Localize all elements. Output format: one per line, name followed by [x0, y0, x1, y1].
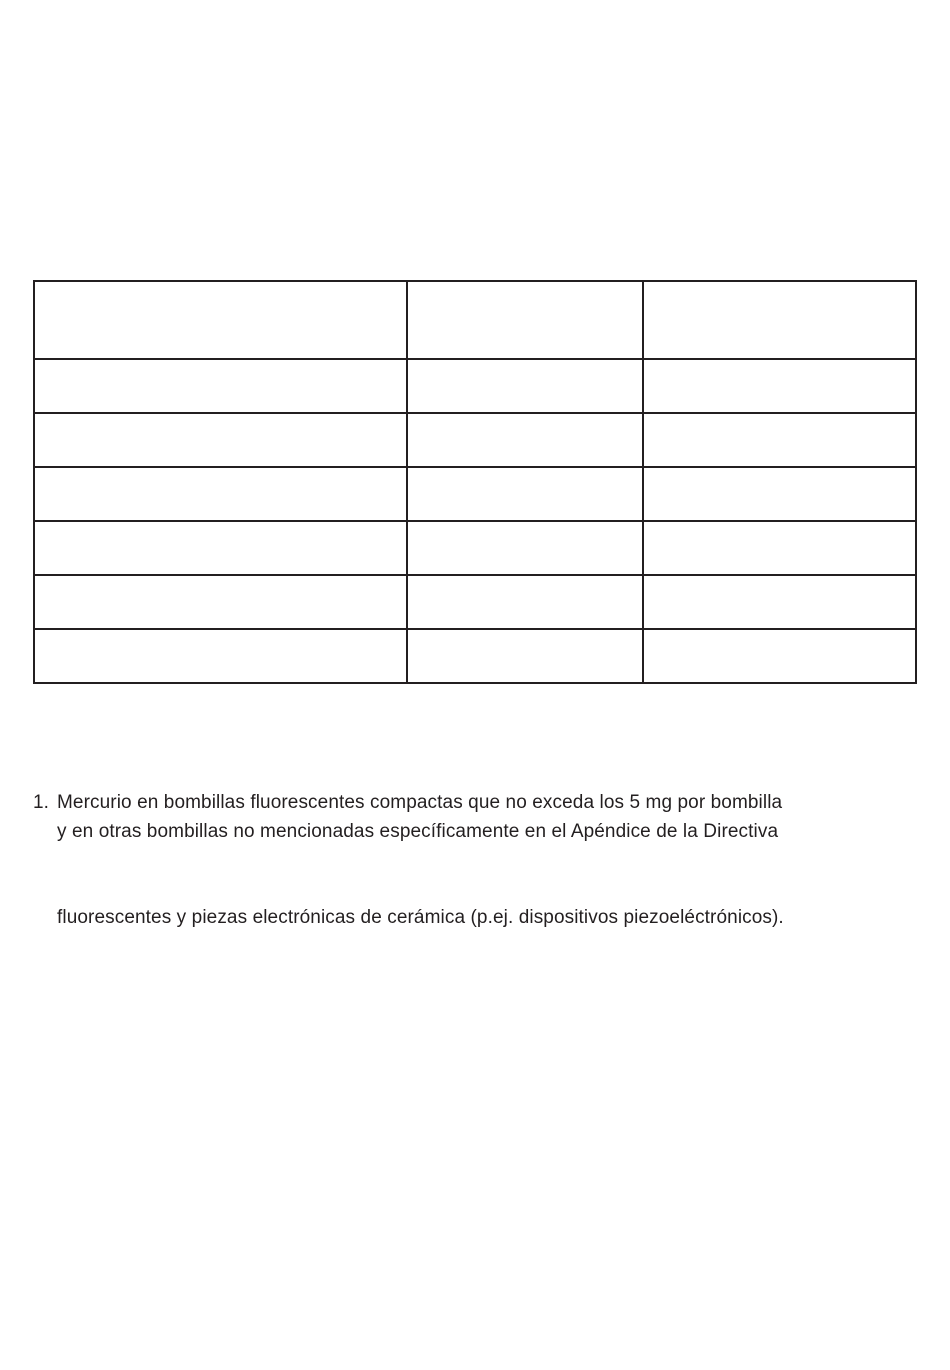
- footnote-text-line: y en otras bombillas no mencionadas específicamente en el Apéndice de la Directiva: [57, 821, 779, 842]
- table-cell: [407, 521, 643, 575]
- table-row: [34, 521, 916, 575]
- table-cell: [643, 575, 916, 629]
- table-cell: [34, 629, 407, 683]
- table-cell: [643, 359, 916, 413]
- table-cell: [407, 281, 643, 359]
- table-cell: [34, 281, 407, 359]
- table-row: [34, 467, 916, 521]
- footnote-text-line: Mercurio en bombillas fluorescentes compactas que no exceda los 5 mg por bombilla: [57, 792, 783, 813]
- table-header-row: [34, 281, 916, 359]
- table-cell: [34, 467, 407, 521]
- table-cell: [407, 575, 643, 629]
- table-row: [34, 629, 916, 683]
- table-cell: [34, 413, 407, 467]
- empty-table: [33, 280, 917, 684]
- table-cell: [407, 629, 643, 683]
- table-row: [34, 359, 916, 413]
- footnotes: [33, 788, 913, 932]
- footnote-item: [33, 788, 913, 932]
- table-cell: [407, 359, 643, 413]
- table-cell: [643, 629, 916, 683]
- table-row: [34, 575, 916, 629]
- table-row: [34, 413, 916, 467]
- table-cell: [407, 467, 643, 521]
- table-cell: [643, 413, 916, 467]
- table-cell: [643, 281, 916, 359]
- table-cell: [643, 521, 916, 575]
- footnote-number: 1.: [33, 792, 50, 813]
- table-cell: [643, 467, 916, 521]
- footnote-text-line: fluorescentes y piezas electrónicas de cerámica (p.ej. dispositivos piezoeléctrónicos).: [57, 907, 784, 928]
- table-cell: [34, 359, 407, 413]
- table-cell: [34, 521, 407, 575]
- table-cell: [34, 575, 407, 629]
- table-cell: [407, 413, 643, 467]
